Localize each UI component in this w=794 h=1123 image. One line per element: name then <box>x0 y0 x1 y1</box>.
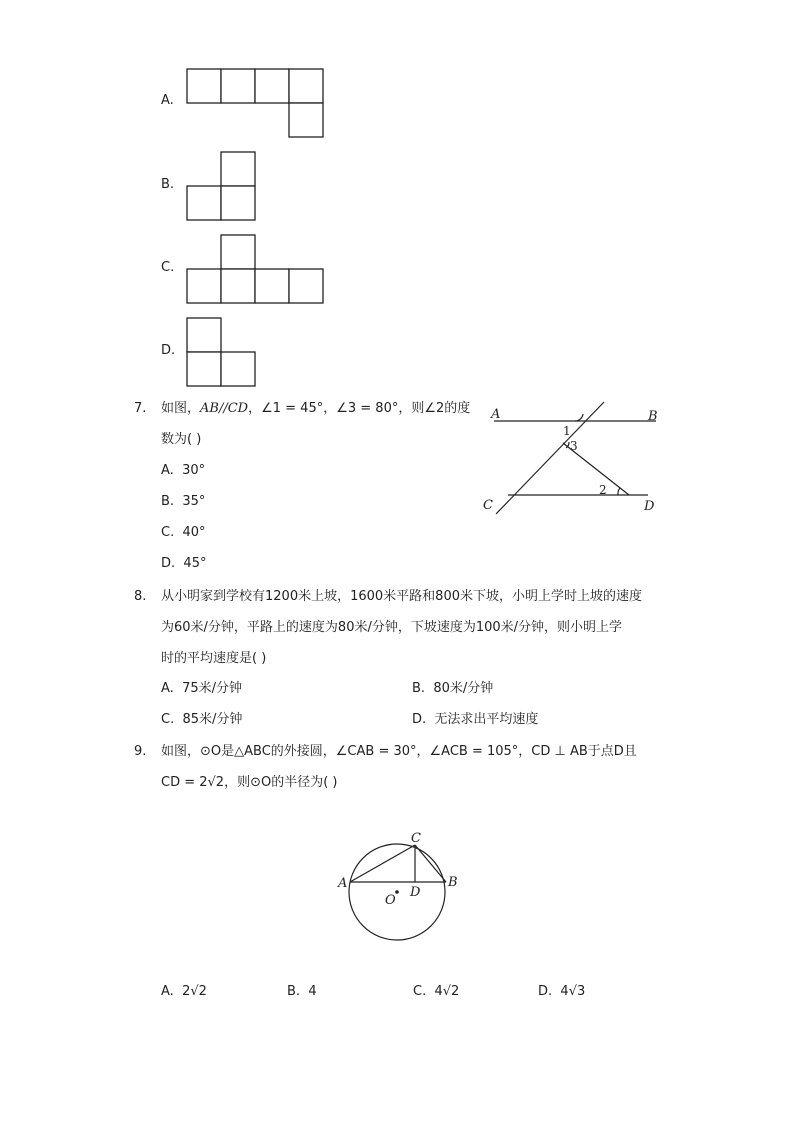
q7-option-c <box>161 524 206 542</box>
q8-stem-line3: 时的平均速度是( ) <box>161 651 267 666</box>
net-square <box>221 186 255 220</box>
label-b: B <box>448 875 458 890</box>
q7-stem-line1 <box>161 400 470 418</box>
q8-option-d <box>412 711 538 729</box>
q8-option-a <box>161 680 242 698</box>
q7-stem-text: 如图， <box>161 401 201 416</box>
option-label: C. <box>161 525 175 540</box>
q9-option-a <box>161 983 207 1001</box>
option-label: D. <box>538 984 553 999</box>
option-label: B. <box>161 494 175 509</box>
option-label: A. <box>161 463 174 478</box>
option-text: 35° <box>182 494 206 509</box>
center-point <box>395 890 399 894</box>
segment-cb <box>415 845 446 882</box>
net-square <box>187 352 221 386</box>
q6-option-a-label: A. <box>161 93 174 108</box>
option-label: B. <box>287 984 301 999</box>
option-text: 45° <box>183 556 207 571</box>
option-label: C. <box>161 712 175 727</box>
q6-option-b-net <box>186 151 258 221</box>
q6-option-c-net <box>186 234 326 304</box>
option-text: 4√3 <box>560 984 586 999</box>
label-d: D <box>644 499 655 514</box>
option-text: 85米/分钟 <box>182 712 243 727</box>
q6-option-d-net <box>186 317 258 387</box>
q8-option-b <box>412 680 493 698</box>
net-square <box>255 69 289 103</box>
net-square <box>289 69 323 103</box>
q9-stem-line1: 如图，⊙O是△ABC的外接圆，∠CAB = 30°，∠ACB = 105°，CD ⊥ AB于点D且 <box>161 744 637 759</box>
label-angle-3: 3 <box>570 439 578 453</box>
option-label: A. <box>161 984 174 999</box>
net-square <box>187 318 221 352</box>
label-o: O <box>385 893 396 908</box>
angle-1-arc <box>575 414 583 421</box>
net-square <box>221 352 255 386</box>
option-text: 30° <box>182 463 206 478</box>
q6-option-c-label: C. <box>161 260 175 275</box>
angle-2-arc <box>618 488 620 495</box>
q6-option-d-label: D. <box>161 343 176 358</box>
q7-number: 7. <box>134 401 147 416</box>
q8-option-c <box>161 711 242 729</box>
option-text: 2√2 <box>182 984 207 999</box>
q8-stem-line1: 从小明家到学校有1200米上坡，1600米平路和800米下坡，小明上学时上坡的速度 <box>161 589 642 604</box>
option-text: 75米/分钟 <box>182 681 242 696</box>
q9-option-d <box>538 983 585 1001</box>
label-a: A <box>338 876 348 891</box>
net-square <box>289 269 323 303</box>
option-label: D. <box>412 712 427 727</box>
option-text: 40° <box>182 525 206 540</box>
q9-option-c <box>413 983 459 1001</box>
option-text: 4√2 <box>434 984 460 999</box>
net-square <box>221 269 255 303</box>
option-text: 4 <box>308 984 317 999</box>
label-a: A <box>491 407 501 422</box>
q7-option-b <box>161 493 205 511</box>
q7-option-d <box>161 555 206 573</box>
option-text: 无法求出平均速度 <box>434 712 539 727</box>
net-square <box>187 69 221 103</box>
label-b: B <box>648 409 658 424</box>
net-square <box>221 235 255 269</box>
label-c: C <box>483 498 493 513</box>
net-square <box>187 186 221 220</box>
q6-option-b-label: B. <box>161 177 175 192</box>
net-square <box>255 269 289 303</box>
q9-number: 9. <box>134 744 147 759</box>
q9-option-b <box>287 983 317 1001</box>
net-square <box>221 152 255 186</box>
net-square <box>221 69 255 103</box>
option-text: 80米/分钟 <box>433 681 494 696</box>
label-angle-1: 1 <box>563 424 571 438</box>
label-d: D <box>410 885 421 900</box>
q9-figure-circle <box>334 830 464 945</box>
net-square <box>187 269 221 303</box>
option-label: D. <box>161 556 176 571</box>
label-c: C <box>411 831 421 846</box>
segment-ac <box>350 845 415 882</box>
option-label: C. <box>413 984 427 999</box>
option-label: A. <box>161 681 174 696</box>
label-angle-2: 2 <box>599 483 607 497</box>
q6-option-a-net <box>186 68 326 138</box>
q7-stem-math: AB//CD <box>200 401 249 416</box>
q7-stem-line2: 数为( ) <box>161 432 202 447</box>
q8-number: 8. <box>134 589 147 604</box>
q7-option-a <box>161 462 205 480</box>
q8-stem-line2: 为60米/分钟，平路上的速度为80米/分钟，下坡速度为100米/分钟，则小明上学 <box>161 620 623 635</box>
q7-stem-text: ，∠1 = 45°，∠3 = 80°，则∠2的度 <box>248 401 471 416</box>
q7-figure-parallel-lines <box>478 398 668 518</box>
q9-stem-line2: CD = 2√2，则⊙O的半径为( ) <box>161 775 338 790</box>
net-square <box>289 103 323 137</box>
transversal-line <box>496 402 604 514</box>
option-label: B. <box>412 681 426 696</box>
